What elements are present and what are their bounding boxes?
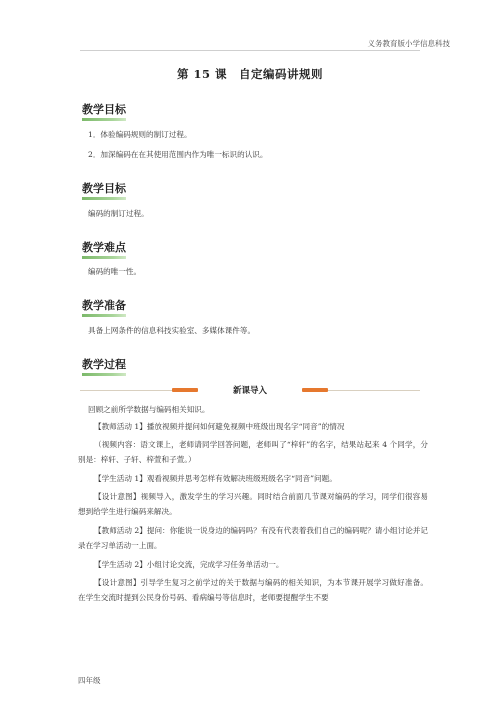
process-paragraph: 【教师活动 2】提问：你能说一说身边的编码吗？有没有代表着我们自己的编码呢？请小组讨论并记录在学习单活动一上面。 xyxy=(78,526,428,550)
page-title xyxy=(0,66,500,82)
section-heading-difficulty: 教学难点 xyxy=(82,239,126,260)
section-heading-process: 教学过程 xyxy=(82,356,126,377)
goal-item: 1．体验编码规则的制订过程。 xyxy=(88,130,192,139)
lesson-number: 第 15 课 xyxy=(176,67,227,81)
footer-grade: 四年级 xyxy=(78,676,101,685)
process-paragraph: 【教师活动 1】播放视频并提问如何避免视频中班级出现名字“同音”的情况 xyxy=(94,422,345,431)
process-paragraph: 【设计意图】引导学生复习之前学过的关于数据与编码的相关知识，为本节课开展学习做好准备。在学生交流时提到公民身份号码、看病编号等信息时，老师要提醒学生不要 xyxy=(78,578,428,602)
process-paragraph: （视频内容：语文课上，老师请同学回答问题，老师叫了“梓轩”的名字，结果站起来 4 个同学，分别是：梓轩、子轩、梓萱和子萱。） xyxy=(78,440,428,464)
subheading-new-lesson: 新课导入 xyxy=(80,384,420,398)
process-paragraph: 【学生活动 2】小组讨论交流，完成学习任务单活动一。 xyxy=(94,560,284,569)
goal-item: 2．加深编码在在其使用范围内作为唯一标识的认识。 xyxy=(88,150,268,159)
process-paragraph: 回顾之前所学数据与编码相关知识。 xyxy=(88,405,210,414)
lesson-name: 自定编码讲规则 xyxy=(239,67,323,81)
process-paragraph: 【学生活动 1】观看视频并思考怎样有效解决班级班级名字“同音”问题。 xyxy=(94,474,337,483)
key-points-text: 编码的制订过程。 xyxy=(88,209,149,218)
process-paragraph: 【设计意图】视频导入，激发学生的学习兴趣。同时结合前面几节课对编码的学习，同学们很容易想到给学生进行编码来解决。 xyxy=(78,492,428,516)
section-heading-goals: 教学目标 xyxy=(82,101,126,122)
preparation-text: 具备上网条件的信息科技实验室、多媒体课件等。 xyxy=(88,326,256,335)
header-series: 义务教育版小学信息科技 xyxy=(367,39,450,48)
header-divider xyxy=(80,50,420,51)
difficulty-text: 编码的唯一性。 xyxy=(88,267,142,276)
section-heading-preparation: 教学准备 xyxy=(82,297,126,318)
section-heading-key-points: 教学目标 xyxy=(82,180,126,201)
